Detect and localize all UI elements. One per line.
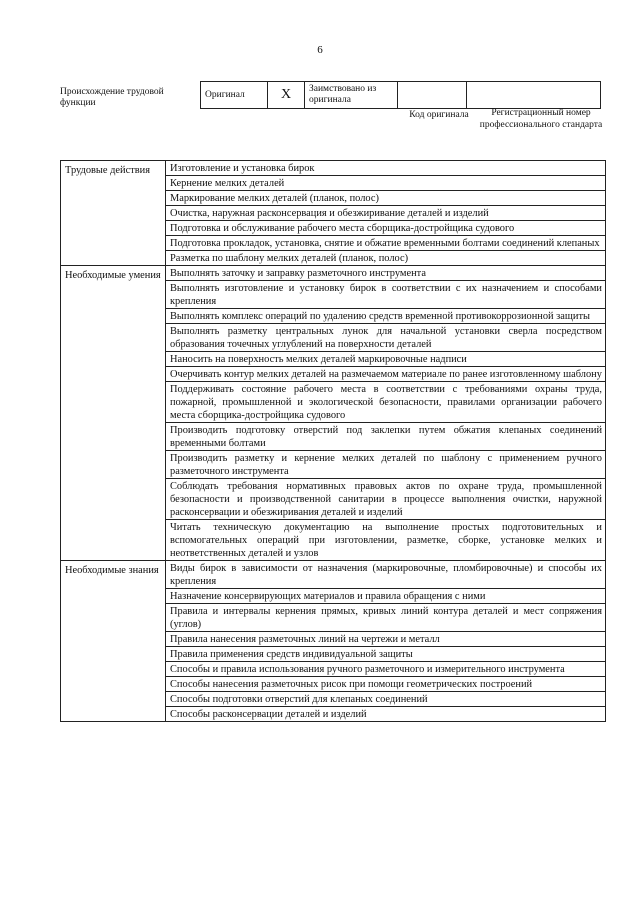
table-row	[61, 561, 606, 589]
section-required-skills	[61, 266, 606, 561]
list-item: Производить разметку и кернение мелких деталей по шаблону с применением ручного разметочного инструмента	[166, 451, 606, 479]
reg-number-cell	[467, 82, 601, 109]
list-item: Очистка, наружная расконсервация и обезжиривание деталей и изделий	[166, 206, 606, 221]
table-row	[61, 266, 606, 281]
list-item: Соблюдать требования нормативных правовых актов по охране труда, промышленной безопасности и производственной санитарии в процессе выполнения очистки, наружной расконсервации и обезжиривания деталей и изделий	[166, 479, 606, 520]
list-item: Выполнять заточку и заправку разметочного инструмента	[166, 266, 606, 281]
reg-number-caption: Регистрационный номер профессионального стандарта	[479, 108, 603, 130]
list-item: Производить подготовку отверстий под заклепки путем обжатия клепаных соединений временными болтами	[166, 423, 606, 451]
list-item: Наносить на поверхность мелких деталей маркировочные надписи	[166, 352, 606, 367]
list-item: Выполнять разметку центральных лунок для начальной установки сверла посредством образования точечных углублений на поверхности деталей	[166, 324, 606, 352]
list-item: Маркирование мелких деталей (планок, полос)	[166, 191, 606, 206]
origin-label: Происхождение трудовой функции	[60, 87, 164, 108]
section-title: Трудовые действия	[61, 161, 166, 266]
origin-table	[200, 81, 601, 109]
list-item: Поддерживать состояние рабочего места в соответствии с требованиями охраны труда, пожарной, промышленной и экологической безопасности, правилами организации рабочего места сборщика-достройщика судового	[166, 382, 606, 423]
list-item: Выполнять комплекс операций по удалению средств временной противокоррозионной защиты	[166, 309, 606, 324]
list-item: Правила и интервалы кернения прямых, кривых линий контура деталей и мест сопряжения (углов)	[166, 604, 606, 632]
section-title: Необходимые знания	[61, 561, 166, 722]
list-item: Читать техническую документацию на выполнение простых подготовительных и вспомогательных операций при изготовлении, разметке, сборке, установке мелких и неответственных деталей и узлов	[166, 520, 606, 561]
list-item: Разметка по шаблону мелких деталей (планок, полос)	[166, 251, 606, 266]
list-item: Способы расконсервации деталей и изделий	[166, 707, 606, 722]
list-item: Способы подготовки отверстий для клепаных соединений	[166, 692, 606, 707]
list-item: Очерчивать контур мелких деталей на размечаемом материале по ранее изготовленному шаблону	[166, 367, 606, 382]
code-cell	[398, 82, 467, 109]
borrowed-cell: Заимствовано из оригинала	[305, 82, 398, 109]
section-title: Необходимые умения	[61, 266, 166, 561]
list-item: Подготовка и обслуживание рабочего места сборщика-достройщика судового	[166, 221, 606, 236]
list-item: Правила нанесения разметочных линий на чертежи и металл	[166, 632, 606, 647]
page-number: 6	[317, 44, 323, 56]
section-required-knowledge	[61, 561, 606, 722]
section-labor-actions	[61, 161, 606, 266]
original-cell: Оригинал	[201, 82, 268, 109]
list-item: Изготовление и установка бирок	[166, 161, 606, 176]
list-item: Способы и правила использования ручного разметочного и измерительного инструмента	[166, 662, 606, 677]
list-item: Подготовка прокладок, установка, снятие и обжатие временными болтами соединений клепаных	[166, 236, 606, 251]
list-item: Правила применения средств индивидуальной защиты	[166, 647, 606, 662]
original-mark: X	[268, 82, 305, 109]
list-item: Кернение мелких деталей	[166, 176, 606, 191]
list-item: Назначение консервирующих материалов и правила обращения с ними	[166, 589, 606, 604]
list-item: Виды бирок в зависимости от назначения (маркировочные, пломбировочные) и способы их крепления	[166, 561, 606, 589]
table-row	[61, 161, 606, 176]
labor-function-table	[60, 160, 606, 722]
list-item: Способы нанесения разметочных рисок при помощи геометрических построений	[166, 677, 606, 692]
code-caption: Код оригинала	[409, 110, 469, 120]
list-item: Выполнять изготовление и установку бирок в соответствии с их назначением и способами крепления	[166, 281, 606, 309]
